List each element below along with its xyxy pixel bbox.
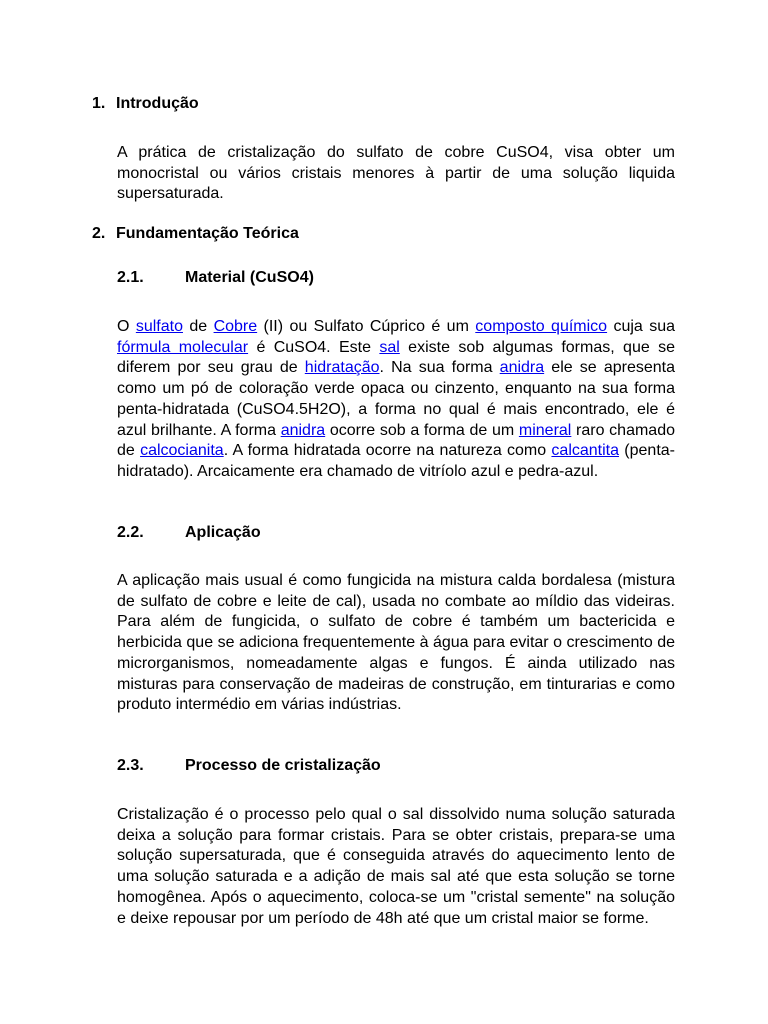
link-anidra[interactable]: anidra: [499, 359, 545, 377]
heading-number: 2.2.: [117, 524, 144, 541]
text-run: é CuSO4. Este: [248, 338, 380, 356]
text-run: existe sob algumas formas, que se diferem por seu grau de: [117, 338, 675, 377]
heading-title: Material (CuSO4): [185, 269, 314, 286]
heading-processo: [117, 756, 381, 776]
heading-fundamentacao: [92, 224, 299, 244]
text-run: (II) ou Sulfato Cúprico é um: [257, 318, 476, 335]
paragraph-aplicacao: A aplicação mais usual é como fungicida na mistura calda bordalesa (mistura de sulfato de cobre e leite de cal), usada no combate ao míldio das videiras. Para além de fungicida, o sulfato de cobre é também um bactericida e herbicida que se adiciona frequentemente à água para evitar o crescimento de microrganismos, nomeadamente algas e fungos. É ainda utilizado nas misturas para conservação de madeiras de construção, em tinturarias e como produto intermédio em várias indústrias.: [117, 572, 675, 714]
paragraph-introducao: A prática de cristalização do sulfato de cobre CuSO4, visa obter um monocristal ou vários cristais menores à partir de uma solução liquida supersaturada.: [117, 144, 675, 203]
text-run: . Na sua forma: [379, 359, 500, 377]
text-run: O: [117, 318, 136, 335]
heading-title: Processo de cristalização: [185, 757, 381, 774]
link-calcocianita[interactable]: calcocianita: [140, 442, 224, 460]
link-hidratacao[interactable]: hidratação: [304, 359, 380, 377]
text-run: ocorre sob a forma de um: [325, 421, 519, 439]
link-sulfato[interactable]: sulfato: [135, 318, 183, 335]
heading-title: Fundamentação Teórica: [116, 225, 299, 242]
text-run: ele se apresenta como um pó de coloração verde opaca ou cinzento, enquanto na sua forma penta-hidratada (CuSO4.5H2O), a forma no qual é mais encontrado, ele é azul brilhante. A forma: [117, 359, 675, 439]
heading-title: Introdução: [116, 95, 199, 112]
link-formula-molecular[interactable]: fórmula molecular: [117, 338, 249, 356]
paragraph-processo: Cristalização é o processo pelo qual o sal dissolvido numa solução saturada deixa a solução para formar cristais. Para se obter cristais, prepara-se uma solução supersaturada, que é conseguida através do aquecimento lento de uma solução saturada e a adição de mais sal até que esta solução se torne homogênea. Após o aquecimento, coloca-se um "cristal semente" na solução e deixe repousar por um período de 48h até que um cristal maior se forme.: [117, 806, 675, 927]
text-run: de: [182, 318, 214, 335]
link-calcantita[interactable]: calcantita: [551, 442, 620, 460]
text-run: raro chamado de: [117, 421, 675, 460]
link-sal[interactable]: sal: [379, 338, 400, 356]
link-cobre[interactable]: Cobre: [213, 318, 258, 335]
heading-number: 2.3.: [117, 757, 144, 774]
heading-number: 2.1.: [117, 269, 144, 286]
text-run: (penta-hidratado). Arcaicamente era chamado de vitríolo azul e pedra-azul.: [117, 442, 675, 480]
link-composto-quimico[interactable]: composto químico: [475, 318, 608, 335]
heading-number: 1.: [92, 95, 106, 112]
heading-material: [117, 268, 314, 288]
paragraph-material: [117, 317, 675, 483]
text-run: . A forma hidratada ocorre na natureza como: [223, 442, 552, 460]
heading-number: 2.: [92, 225, 106, 242]
text-run: cuja sua: [607, 318, 676, 335]
heading-aplicacao: [117, 523, 261, 543]
heading-title: Aplicação: [185, 524, 261, 541]
link-anidra-2[interactable]: anidra: [280, 421, 326, 439]
link-mineral[interactable]: mineral: [518, 421, 572, 439]
heading-introducao: [92, 94, 199, 114]
